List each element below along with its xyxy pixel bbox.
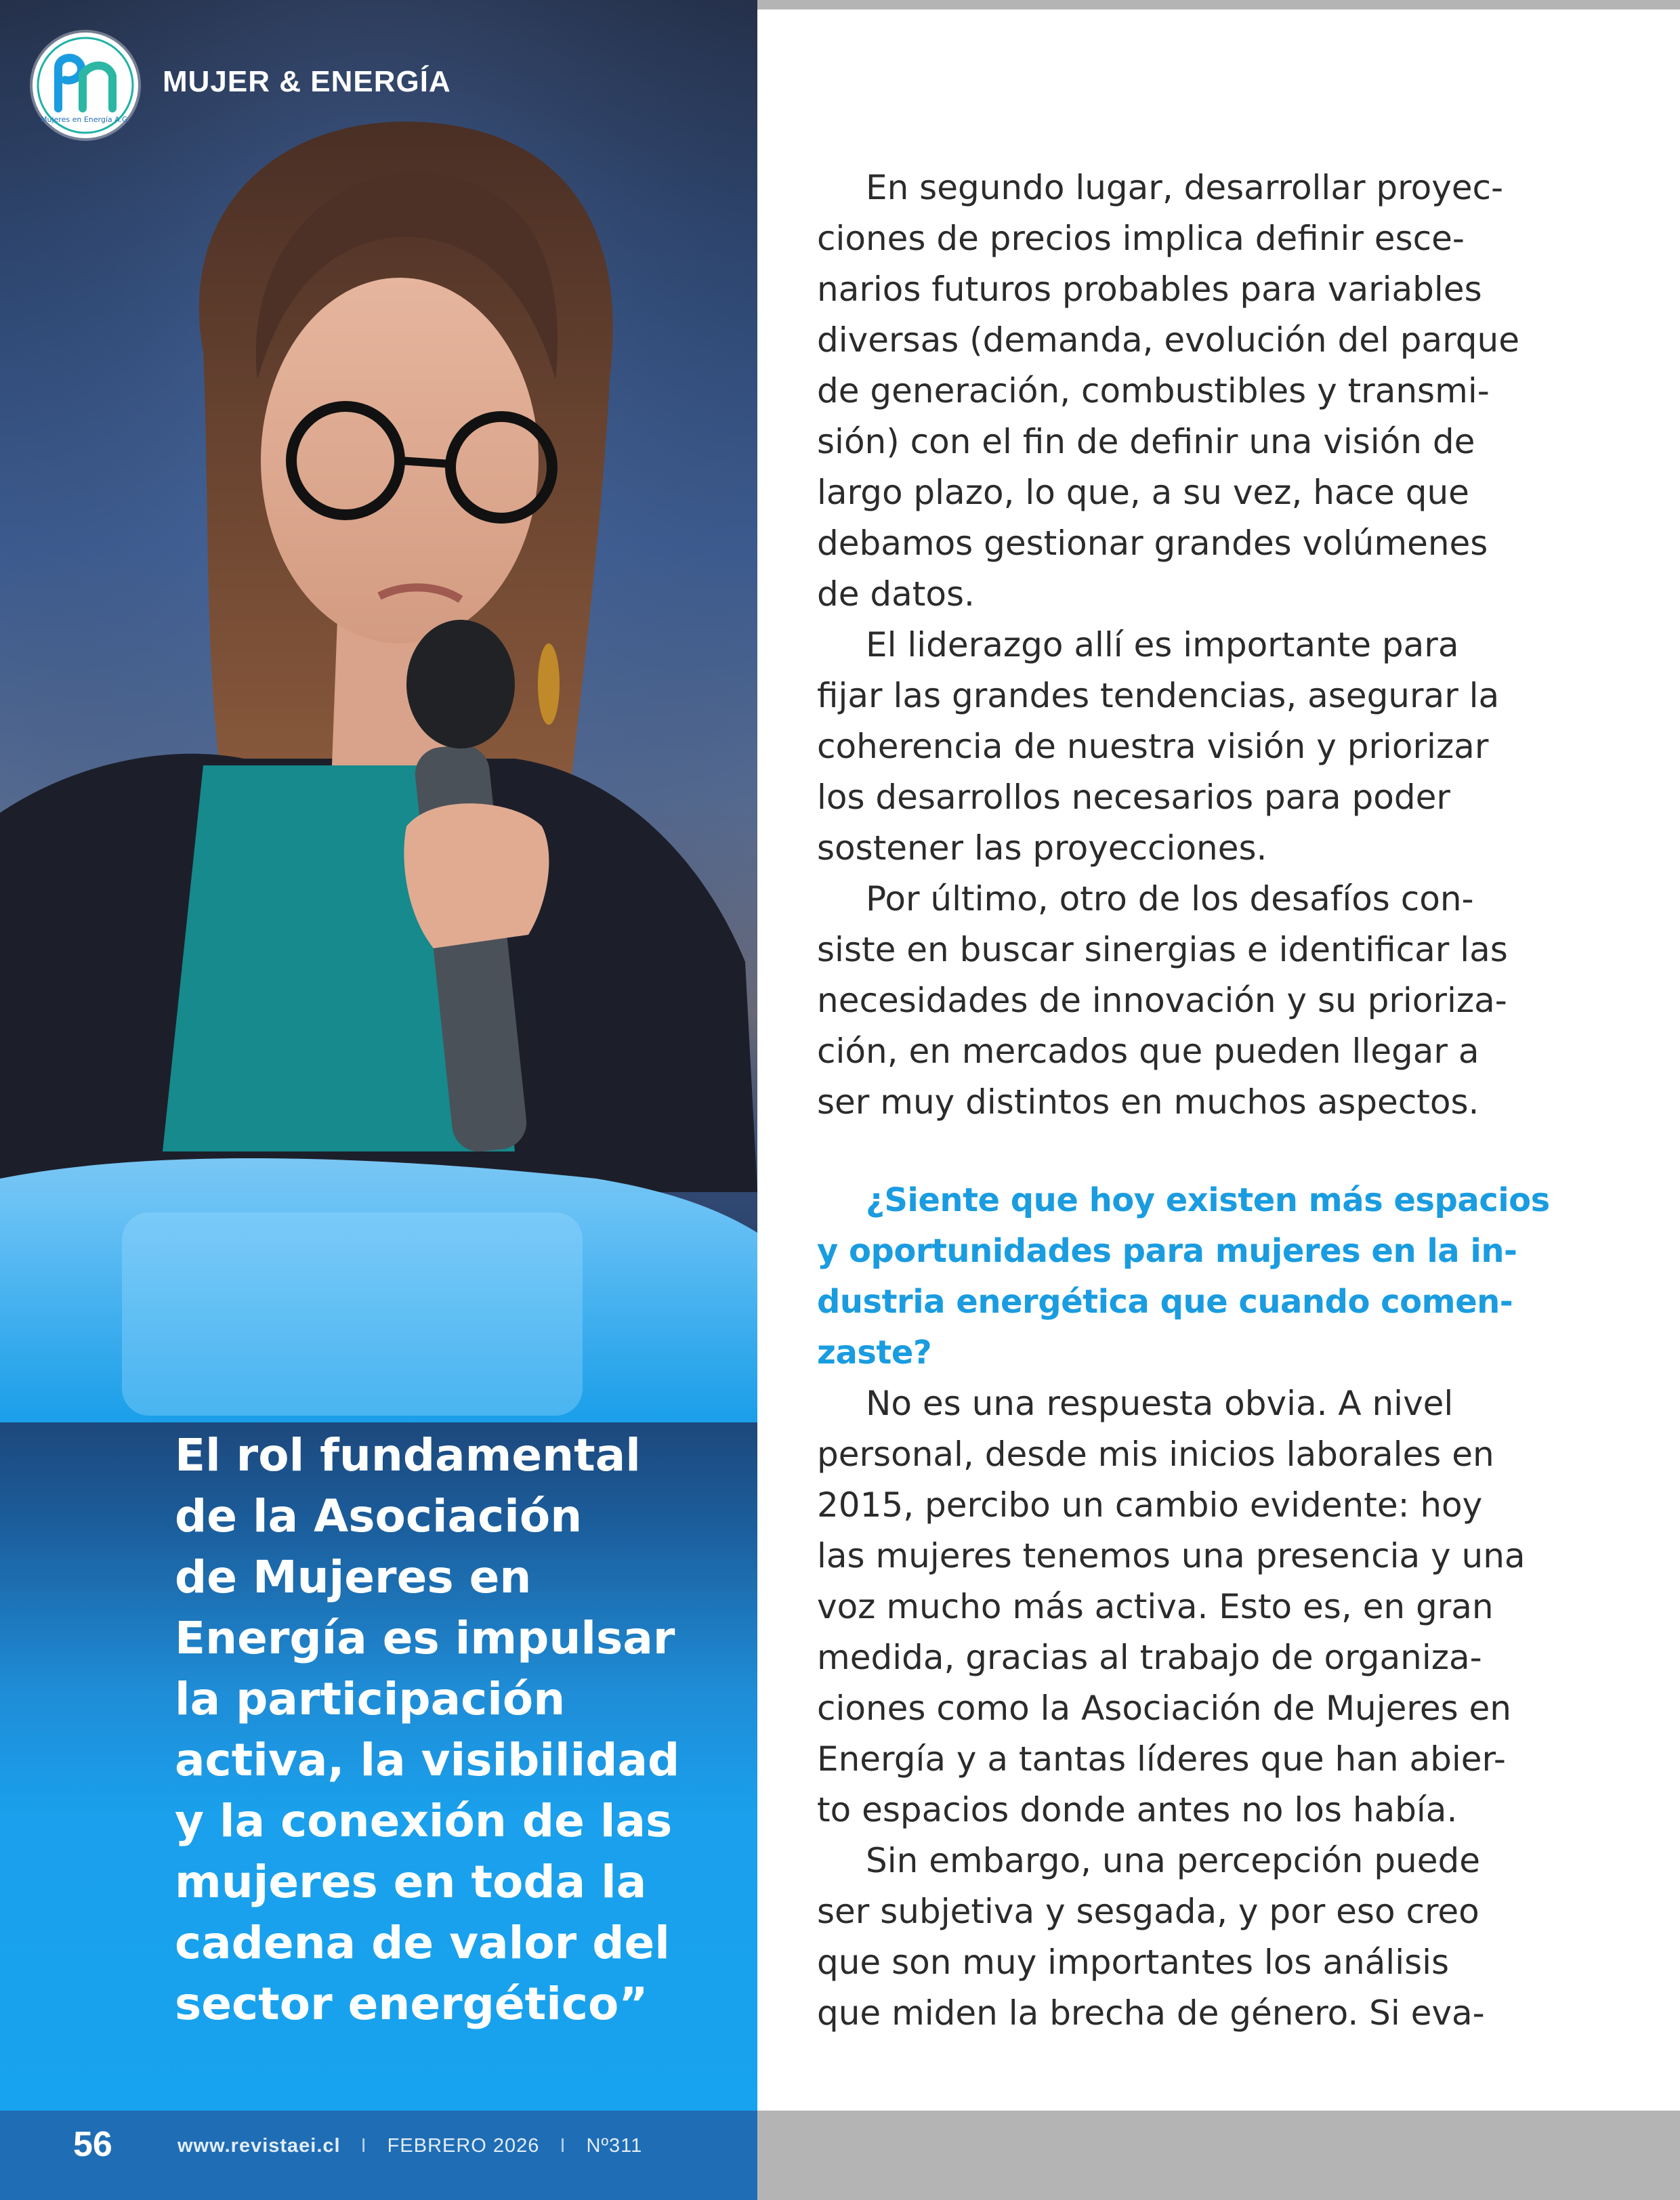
article-paragraph: Por último, otro de los desafíos con- siste en buscar sinergias e identificar las necesidades de innovación y su prioriza- ción, en mercados que pueden llegar a ser muy distintos en muchos aspectos. <box>817 879 1508 1122</box>
answer-paragraph: Sin embargo, una percepción puede ser subjetiva y sesgada, y por eso creo que son muy importantes los análisis que miden la brecha de género. Si eva- <box>817 1841 1485 2033</box>
logo-caption: Mujeres en Energía A.G. <box>41 115 130 124</box>
footer-meta <box>177 2135 642 2157</box>
footer-bar-grey <box>757 2111 1680 2200</box>
association-logo <box>33 33 138 138</box>
page-number: 56 <box>73 2125 112 2164</box>
website-link[interactable]: www.revistaei.cl <box>177 2135 341 2157</box>
article-body <box>817 163 1576 2039</box>
section-title: MUJER & ENERGÍA <box>163 65 451 98</box>
issue-number: Nº311 <box>586 2135 643 2157</box>
answer-paragraph: No es una respuesta obvia. A nivel personal, desde mis inicios laborales en 2015, percibo un cambio evidente: hoy las mujeres tenemos una presencia y una voz mucho más activa. Esto es, en gran medida, gracias al trabajo de organiza- ciones como la Asociación de Mujeres en Energía y a tantas líderes que han abier- to espacios donde antes no los había. <box>817 1384 1526 1829</box>
footer-separator: I <box>560 2135 566 2157</box>
article-paragraph: El liderazgo allí es importante para fijar las grandes tendencias, asegurar la coherencia de nuestra visión y priorizar los desarrollos necesarios para poder sostener las proyecciones. <box>817 625 1500 868</box>
article-paragraph: En segundo lugar, desarrollar proyec- ciones de precios implica definir esce- narios futuros probables para variables diversas (demanda, evolución del parque de generación, combustibles y transmi- sión) con el fin de definir una visión de largo plazo, lo que, a su vez, hace que debamos gestionar grandes volúmenes de datos. <box>817 168 1519 614</box>
photo-panel <box>0 0 757 2111</box>
issue-date: FEBRERO 2026 <box>387 2135 540 2157</box>
interview-question: ¿Siente que hoy existen más espacios y oportunidades para mujeres en la in- dustria energética que cuando comen- zaste? <box>817 1181 1550 1372</box>
pull-quote: El rol fundamental de la Asociación de Mujeres en Energía es impulsar la participación activa, la visibilidad y la conexión de las mujeres en toda la cadena de valor del sector energético” <box>175 1429 680 2030</box>
top-rule <box>757 0 1680 9</box>
speaker-photo <box>0 0 757 1422</box>
footer-separator: I <box>360 2135 367 2157</box>
